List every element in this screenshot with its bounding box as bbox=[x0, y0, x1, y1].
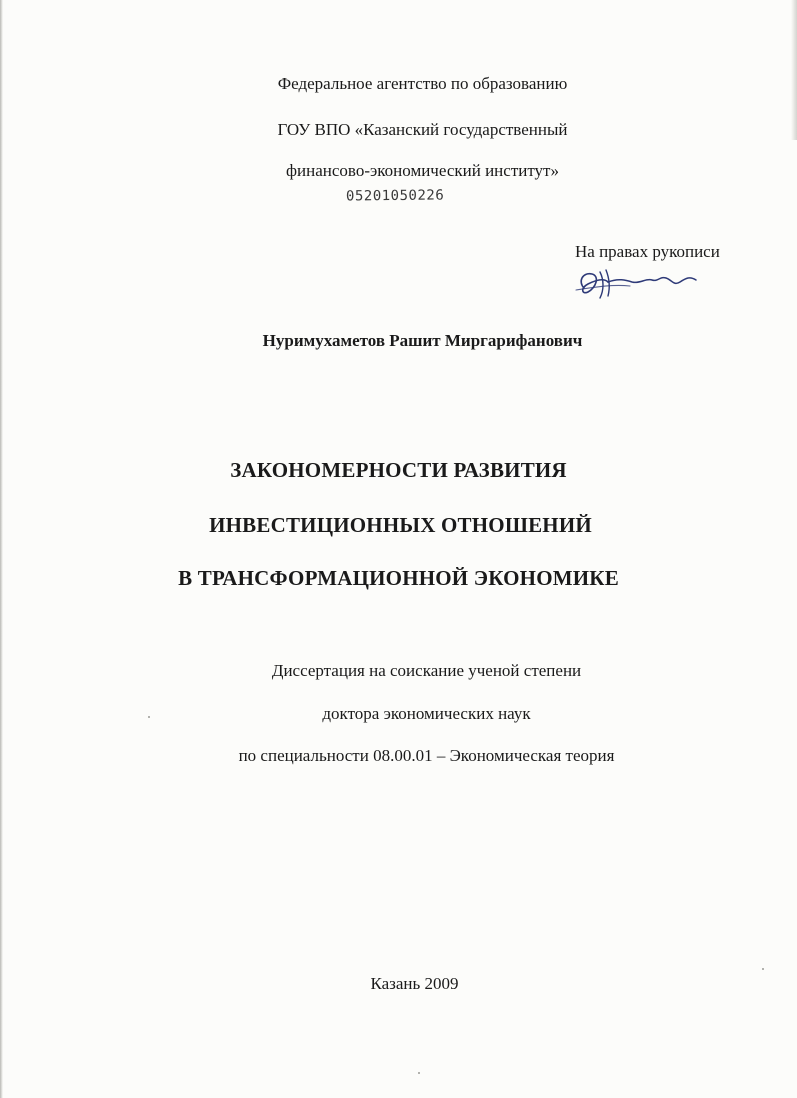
manuscript-rights-note: На правах рукописи bbox=[575, 242, 720, 261]
dissertation-title-line-2: ИНВЕСТИЦИОННЫХ ОТНОШЕНИЙ bbox=[209, 513, 592, 537]
specialty-line: по специальности 08.00.01 – Экономическая теория bbox=[238, 746, 615, 765]
university-line-2: финансово-экономический институт» bbox=[286, 161, 559, 180]
agency-line: Федеральное агентство по образованию bbox=[277, 74, 568, 93]
scan-speck bbox=[762, 968, 764, 970]
scan-speck bbox=[148, 716, 150, 718]
handwritten-signature-icon bbox=[570, 258, 710, 306]
degree-line-1: Диссертация на соискание ученой степени bbox=[271, 661, 582, 680]
scan-edge-shadow-right bbox=[791, 0, 797, 140]
scan-edge-shadow bbox=[0, 0, 3, 1098]
archive-number-stamp: 05201050226 bbox=[345, 187, 445, 205]
city-year: Казань 2009 bbox=[370, 974, 459, 993]
university-line-1: ГОУ ВПО «Казанский государственный bbox=[277, 120, 568, 139]
degree-line-2: доктора экономических наук bbox=[322, 704, 531, 723]
dissertation-title-line-3: В ТРАНСФОРМАЦИОННОЙ ЭКОНОМИКЕ bbox=[178, 566, 619, 590]
scan-speck bbox=[418, 1072, 420, 1074]
dissertation-title-line-1: ЗАКОНОМЕРНОСТИ РАЗВИТИЯ bbox=[230, 458, 567, 482]
author-name: Нуримухаметов Рашит Миргарифанович bbox=[262, 331, 583, 350]
